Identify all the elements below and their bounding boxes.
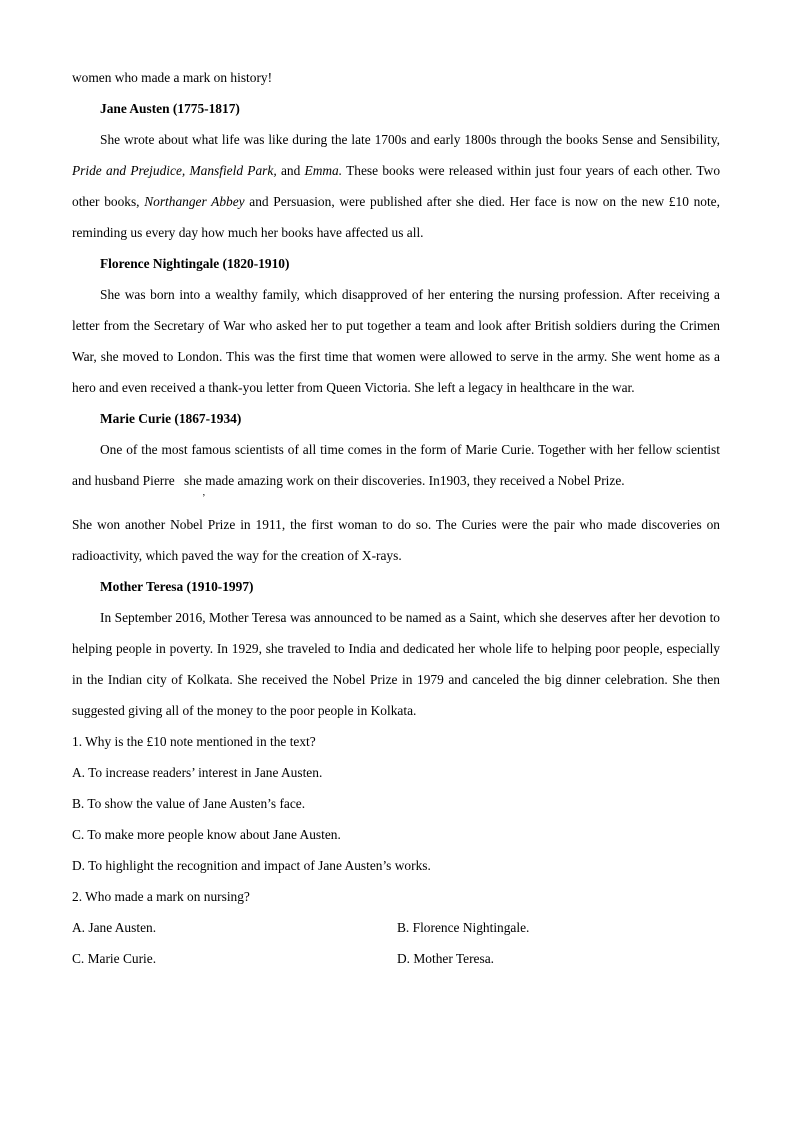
document-page [72, 62, 720, 974]
question-1-stem: 1. Why is the £10 note mentioned in the text? [72, 734, 316, 749]
austen-title-2: Emma. [304, 163, 343, 178]
question-1-option-a[interactable]: A. To increase readers’ interest in Jane Austen. [72, 765, 323, 780]
question-2-option-a[interactable]: A. Jane Austen. [72, 920, 157, 935]
curie-heading: Marie Curie (1867-1934) [100, 411, 242, 426]
question-2-options-row-2 [72, 943, 720, 974]
curie-paragraph-2: She won another Nobel Prize in 1911, the first woman to do so. The Curies were the pair who made discoveries on radioactivity, which paved the way for the creation of X-rays. [72, 517, 720, 563]
question-2-option-d[interactable]: D. Mother Teresa. [397, 951, 494, 966]
curie-text-a: One of the most famous scientists of all time comes in the form of Marie Curie. Together with her fellow scientist and husband Pierre [72, 442, 720, 488]
austen-text-b: and [276, 163, 305, 178]
nightingale-paragraph: She was born into a wealthy family, which disapproved of her entering the nursing profession. After receiving a letter from the Secretary of War who asked her to put together a team and look after British soldiers during the Crimen War, she moved to London. This was the first time that women were allowed to serve in the army. She went home as a hero and even received a thank-you letter from Queen Victoria. She left a legacy in healthcare in the war. [72, 287, 720, 395]
austen-text-c: These books were released within just four years of each other. Two other books, [72, 163, 721, 209]
austen-title-3: Northanger Abbey [144, 194, 245, 209]
austen-title-1: Pride and Prejudice, Mansfield Park, [72, 163, 277, 178]
curie-paragraph-1 [72, 434, 720, 498]
question-2-option-c[interactable]: C. Marie Curie. [72, 951, 157, 966]
intro-line: women who made a mark on history! [72, 70, 273, 85]
teresa-paragraph: In September 2016, Mother Teresa was announced to be named as a Saint, which she deserves after her devotion to helping people in poverty. In 1929, she traveled to India and dedicated her whole life to helping poor people, especially in the Indian city of Kolkata. She received the Nobel Prize in 1979 and canceled the big dinner celebration. She then suggested giving all of the money to the poor people in Kolkata. [72, 610, 720, 718]
question-2-stem: 2. Who made a mark on nursing? [72, 889, 250, 904]
question-1-option-d[interactable]: D. To highlight the recognition and impact of Jane Austen’s works. [72, 858, 431, 873]
austen-text-d: and Persuasion, were published after she died. Her face is now on the new £10 note, reminding us every day how much her books have affected us all. [72, 194, 720, 240]
nightingale-heading: Florence Nightingale (1820-1910) [100, 256, 290, 271]
austen-text-a: She wrote about what life was like during the late 1700s and early 1800s through the books Sense and Sensibility, [100, 132, 720, 147]
curie-text-b: she made amazing work on their discoveries. In1903, they received a Nobel Prize. [180, 473, 625, 488]
curie-comma: , [202, 487, 206, 498]
question-1-option-c[interactable]: C. To make more people know about Jane Austen. [72, 827, 341, 842]
teresa-heading: Mother Teresa (1910-1997) [100, 579, 254, 594]
austen-paragraph [72, 124, 720, 248]
austen-heading: Jane Austen (1775-1817) [100, 101, 240, 116]
question-2-options-row-1 [72, 912, 720, 943]
question-1-option-b[interactable]: B. To show the value of Jane Austen’s face. [72, 796, 306, 811]
question-2-option-b[interactable]: B. Florence Nightingale. [397, 920, 530, 935]
